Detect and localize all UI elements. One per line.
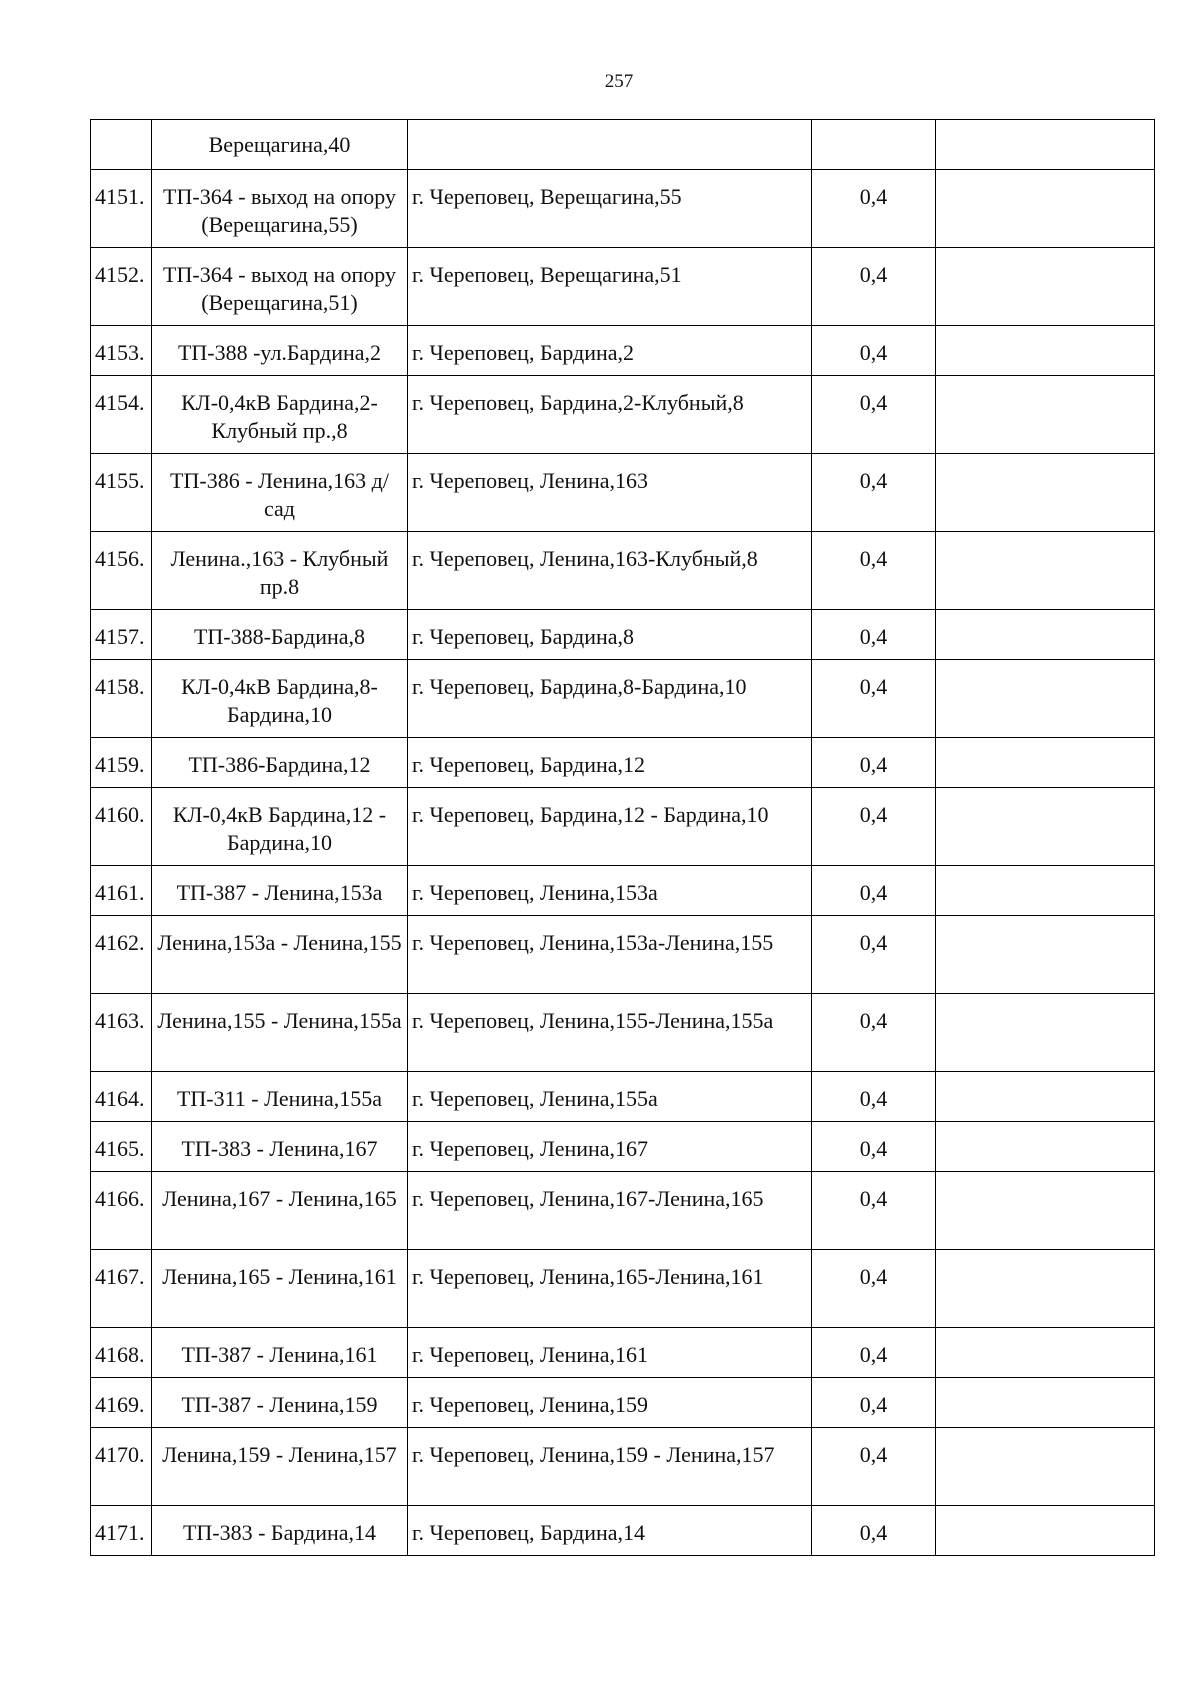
address-cell: г. Череповец, Ленина,153а-Ленина,155	[408, 916, 812, 994]
row-number-cell: 4161.	[91, 866, 152, 916]
row-number-cell: 4157.	[91, 610, 152, 660]
table-row	[91, 788, 1155, 866]
notes-cell	[936, 1378, 1155, 1428]
notes-cell	[936, 866, 1155, 916]
voltage-cell: 0,4	[812, 994, 936, 1072]
address-cell: г. Череповец, Бардина,2	[408, 326, 812, 376]
notes-cell	[936, 994, 1155, 1072]
notes-cell	[936, 660, 1155, 738]
row-number-cell: 4160.	[91, 788, 152, 866]
table-row	[91, 454, 1155, 532]
notes-cell	[936, 610, 1155, 660]
notes-cell	[936, 170, 1155, 248]
voltage-cell: 0,4	[812, 170, 936, 248]
table-row	[91, 1328, 1155, 1378]
row-number-cell: 4166.	[91, 1172, 152, 1250]
address-cell: г. Череповец, Бардина,8-Бардина,10	[408, 660, 812, 738]
voltage-cell: 0,4	[812, 1428, 936, 1506]
address-cell: г. Череповец, Верещагина,51	[408, 248, 812, 326]
table-row	[91, 738, 1155, 788]
row-number-cell: 4155.	[91, 454, 152, 532]
voltage-cell: 0,4	[812, 1072, 936, 1122]
address-cell: г. Череповец, Ленина,159	[408, 1378, 812, 1428]
address-cell: г. Череповец, Ленина,163-Клубный,8	[408, 532, 812, 610]
notes-cell	[936, 916, 1155, 994]
row-number-cell: 4151.	[91, 170, 152, 248]
voltage-cell: 0,4	[812, 610, 936, 660]
voltage-cell: 0,4	[812, 738, 936, 788]
address-cell: г. Череповец, Ленина,165-Ленина,161	[408, 1250, 812, 1328]
row-number-cell: 4165.	[91, 1122, 152, 1172]
voltage-cell: 0,4	[812, 1328, 936, 1378]
notes-cell	[936, 788, 1155, 866]
line-name-cell: ТП-388 -ул.Бардина,2	[152, 326, 408, 376]
line-name-cell: ТП-387 - Ленина,161	[152, 1328, 408, 1378]
address-cell: г. Череповец, Ленина,163	[408, 454, 812, 532]
address-cell: г. Череповец, Ленина,167-Ленина,165	[408, 1172, 812, 1250]
registry-table-body	[91, 120, 1155, 1556]
address-cell: г. Череповец, Бардина,2-Клубный,8	[408, 376, 812, 454]
line-name-cell: Верещагина,40	[152, 120, 408, 170]
line-name-cell: Ленина,165 - Ленина,161	[152, 1250, 408, 1328]
notes-cell	[936, 1122, 1155, 1172]
address-cell: г. Череповец, Бардина,12 - Бардина,10	[408, 788, 812, 866]
table-row	[91, 1378, 1155, 1428]
table-row	[91, 660, 1155, 738]
row-number-cell: 4164.	[91, 1072, 152, 1122]
table-row	[91, 866, 1155, 916]
table-row	[91, 326, 1155, 376]
table-row	[91, 1122, 1155, 1172]
line-name-cell: КЛ-0,4кВ Бардина,2-Клубный пр.,8	[152, 376, 408, 454]
table-row	[91, 1250, 1155, 1328]
table-row	[91, 610, 1155, 660]
address-cell: г. Череповец, Ленина,159 - Ленина,157	[408, 1428, 812, 1506]
line-name-cell: ТП-388-Бардина,8	[152, 610, 408, 660]
row-number-cell: 4152.	[91, 248, 152, 326]
table-row	[91, 170, 1155, 248]
notes-cell	[936, 248, 1155, 326]
voltage-cell: 0,4	[812, 326, 936, 376]
notes-cell	[936, 1506, 1155, 1556]
voltage-cell: 0,4	[812, 1378, 936, 1428]
notes-cell	[936, 120, 1155, 170]
notes-cell	[936, 1172, 1155, 1250]
notes-cell	[936, 326, 1155, 376]
row-number-cell: 4156.	[91, 532, 152, 610]
page-number: 257	[604, 71, 634, 92]
line-name-cell: Ленина,153а - Ленина,155	[152, 916, 408, 994]
line-name-cell: ТП-387 - Ленина,159	[152, 1378, 408, 1428]
voltage-cell: 0,4	[812, 1172, 936, 1250]
line-name-cell: Ленина,155 - Ленина,155а	[152, 994, 408, 1072]
table-row	[91, 248, 1155, 326]
table-row	[91, 120, 1155, 170]
address-cell: г. Череповец, Ленина,161	[408, 1328, 812, 1378]
line-name-cell: ТП-364 - выход на опору (Верещагина,51)	[152, 248, 408, 326]
voltage-cell: 0,4	[812, 660, 936, 738]
line-name-cell: КЛ-0,4кВ Бардина,12 - Бардина,10	[152, 788, 408, 866]
address-cell: г. Череповец, Бардина,14	[408, 1506, 812, 1556]
voltage-cell: 0,4	[812, 376, 936, 454]
row-number-cell: 4168.	[91, 1328, 152, 1378]
row-number-cell: 4158.	[91, 660, 152, 738]
table-row	[91, 1428, 1155, 1506]
voltage-cell: 0,4	[812, 1250, 936, 1328]
notes-cell	[936, 454, 1155, 532]
line-name-cell: Ленина,167 - Ленина,165	[152, 1172, 408, 1250]
row-number-cell: 4163.	[91, 994, 152, 1072]
line-name-cell: ТП-364 - выход на опору (Верещагина,55)	[152, 170, 408, 248]
notes-cell	[936, 376, 1155, 454]
address-cell: г. Череповец, Бардина,12	[408, 738, 812, 788]
row-number-cell	[91, 120, 152, 170]
row-number-cell: 4167.	[91, 1250, 152, 1328]
address-cell: г. Череповец, Ленина,155а	[408, 1072, 812, 1122]
line-name-cell: ТП-383 - Бардина,14	[152, 1506, 408, 1556]
table-row	[91, 1072, 1155, 1122]
registry-table	[90, 119, 1155, 1556]
address-cell	[408, 120, 812, 170]
voltage-cell: 0,4	[812, 454, 936, 532]
table-row	[91, 532, 1155, 610]
line-name-cell: ТП-386-Бардина,12	[152, 738, 408, 788]
line-name-cell: ТП-386 - Ленина,163 д/сад	[152, 454, 408, 532]
line-name-cell: ТП-383 - Ленина,167	[152, 1122, 408, 1172]
line-name-cell: Ленина.,163 - Клубный пр.8	[152, 532, 408, 610]
row-number-cell: 4171.	[91, 1506, 152, 1556]
notes-cell	[936, 1250, 1155, 1328]
voltage-cell: 0,4	[812, 866, 936, 916]
table-row	[91, 1506, 1155, 1556]
notes-cell	[936, 1072, 1155, 1122]
line-name-cell: Ленина,159 - Ленина,157	[152, 1428, 408, 1506]
voltage-cell: 0,4	[812, 248, 936, 326]
table-row	[91, 916, 1155, 994]
row-number-cell: 4162.	[91, 916, 152, 994]
voltage-cell: 0,4	[812, 532, 936, 610]
row-number-cell: 4154.	[91, 376, 152, 454]
table-row	[91, 994, 1155, 1072]
table-row	[91, 1172, 1155, 1250]
address-cell: г. Череповец, Ленина,167	[408, 1122, 812, 1172]
notes-cell	[936, 1428, 1155, 1506]
voltage-cell: 0,4	[812, 788, 936, 866]
table-row	[91, 376, 1155, 454]
address-cell: г. Череповец, Верещагина,55	[408, 170, 812, 248]
address-cell: г. Череповец, Ленина,155-Ленина,155а	[408, 994, 812, 1072]
notes-cell	[936, 532, 1155, 610]
notes-cell	[936, 738, 1155, 788]
line-name-cell: ТП-387 - Ленина,153а	[152, 866, 408, 916]
address-cell: г. Череповец, Ленина,153а	[408, 866, 812, 916]
voltage-cell: 0,4	[812, 916, 936, 994]
voltage-cell: 0,4	[812, 1122, 936, 1172]
notes-cell	[936, 1328, 1155, 1378]
line-name-cell: ТП-311 - Ленина,155а	[152, 1072, 408, 1122]
row-number-cell: 4170.	[91, 1428, 152, 1506]
row-number-cell: 4153.	[91, 326, 152, 376]
line-name-cell: КЛ-0,4кВ Бардина,8-Бардина,10	[152, 660, 408, 738]
voltage-cell	[812, 120, 936, 170]
row-number-cell: 4169.	[91, 1378, 152, 1428]
address-cell: г. Череповец, Бардина,8	[408, 610, 812, 660]
row-number-cell: 4159.	[91, 738, 152, 788]
voltage-cell: 0,4	[812, 1506, 936, 1556]
